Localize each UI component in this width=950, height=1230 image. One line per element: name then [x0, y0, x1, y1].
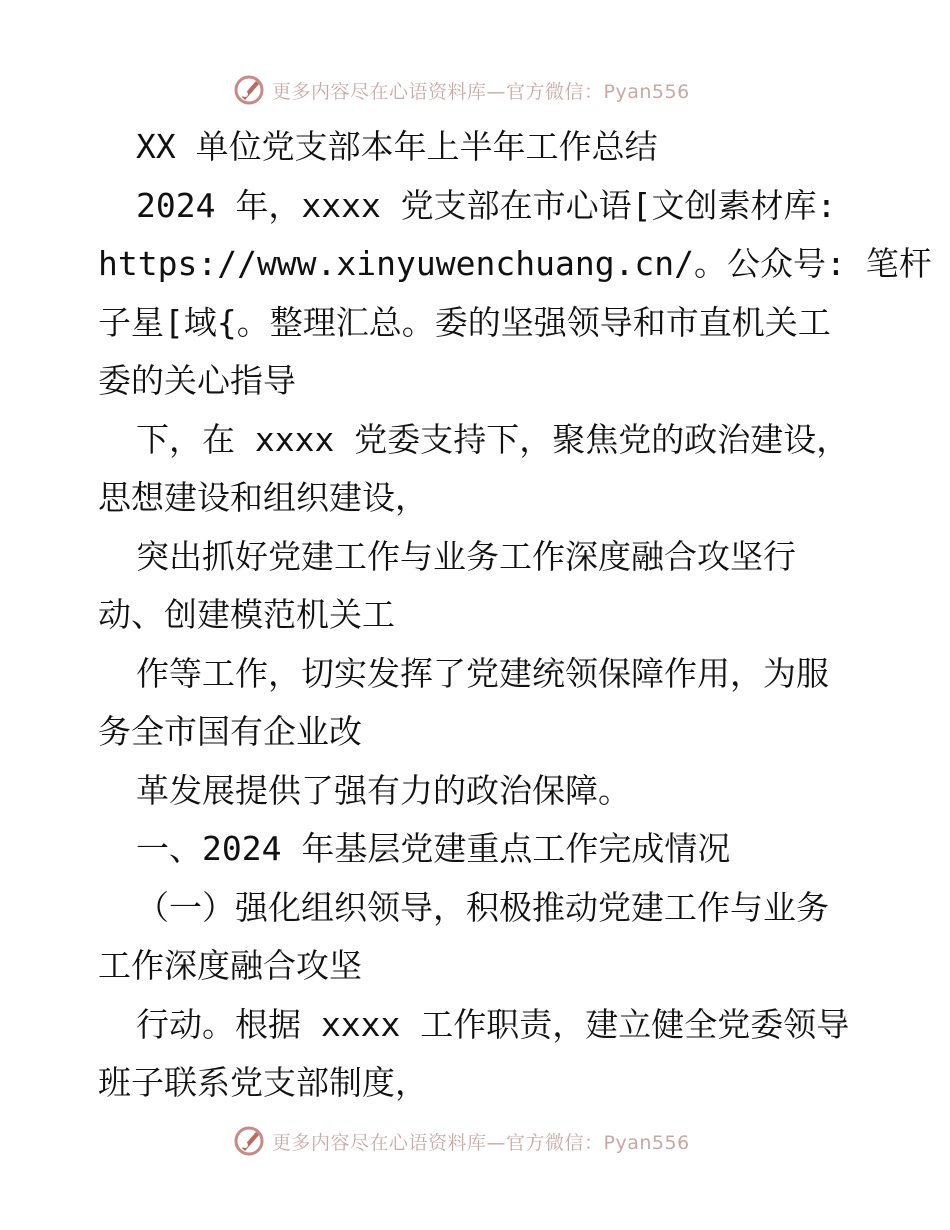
- watermark-logo-icon: [232, 1124, 266, 1158]
- paragraph-line: 班子联系党支部制度，: [98, 1063, 428, 1102]
- paragraph-line: 突出抓好党建工作与业务工作深度融合攻坚行: [136, 536, 796, 576]
- paragraph-line: 行动。根据 xxxx 工作职责，建立健全党委领导: [136, 1004, 850, 1044]
- paragraph-line: 务全市国有企业改: [98, 712, 362, 751]
- paragraph-line: 思想建设和组织建设，: [98, 478, 428, 517]
- paragraph-line: 子星[域{。整理汇总。委的坚强领导和市直机关工: [98, 302, 831, 342]
- paragraph-line: 委的关心指导: [98, 361, 296, 400]
- paragraph-line: 下，在 xxxx 党委支持下，聚焦党的政治建设，: [136, 419, 850, 459]
- watermark-logo-icon: [232, 73, 266, 107]
- watermark-banner-bottom: [232, 1123, 712, 1159]
- watermark-banner-top: [232, 72, 712, 108]
- document-body: [98, 118, 932, 1113]
- paragraph-line: 作等工作，切实发挥了党建统领保障作用，为服: [136, 653, 829, 693]
- paragraph-line: https://www.xinyuwenchuang.cn/。公众号: 笔杆: [98, 244, 932, 283]
- subsection-heading: （一）强化组织领导，积极推动党建工作与业务: [136, 887, 829, 927]
- paragraph-line: 2024 年，xxxx 党支部在市心语[文创素材库:: [136, 185, 837, 225]
- watermark-text: 更多内容尽在心语资料库—官方微信：Pyan556: [272, 80, 690, 103]
- paragraph-line: 革发展提供了强有力的政治保障。: [136, 770, 631, 810]
- paragraph-line: 工作深度融合攻坚: [98, 946, 362, 985]
- paragraph-line: 动、创建模范机关工: [98, 595, 395, 634]
- watermark-text: 更多内容尽在心语资料库—官方微信：Pyan556: [272, 1131, 690, 1154]
- section-heading: 一、2024 年基层党建重点工作完成情况: [136, 829, 731, 868]
- document-title: XX 单位党支部本年上半年工作总结: [136, 127, 658, 166]
